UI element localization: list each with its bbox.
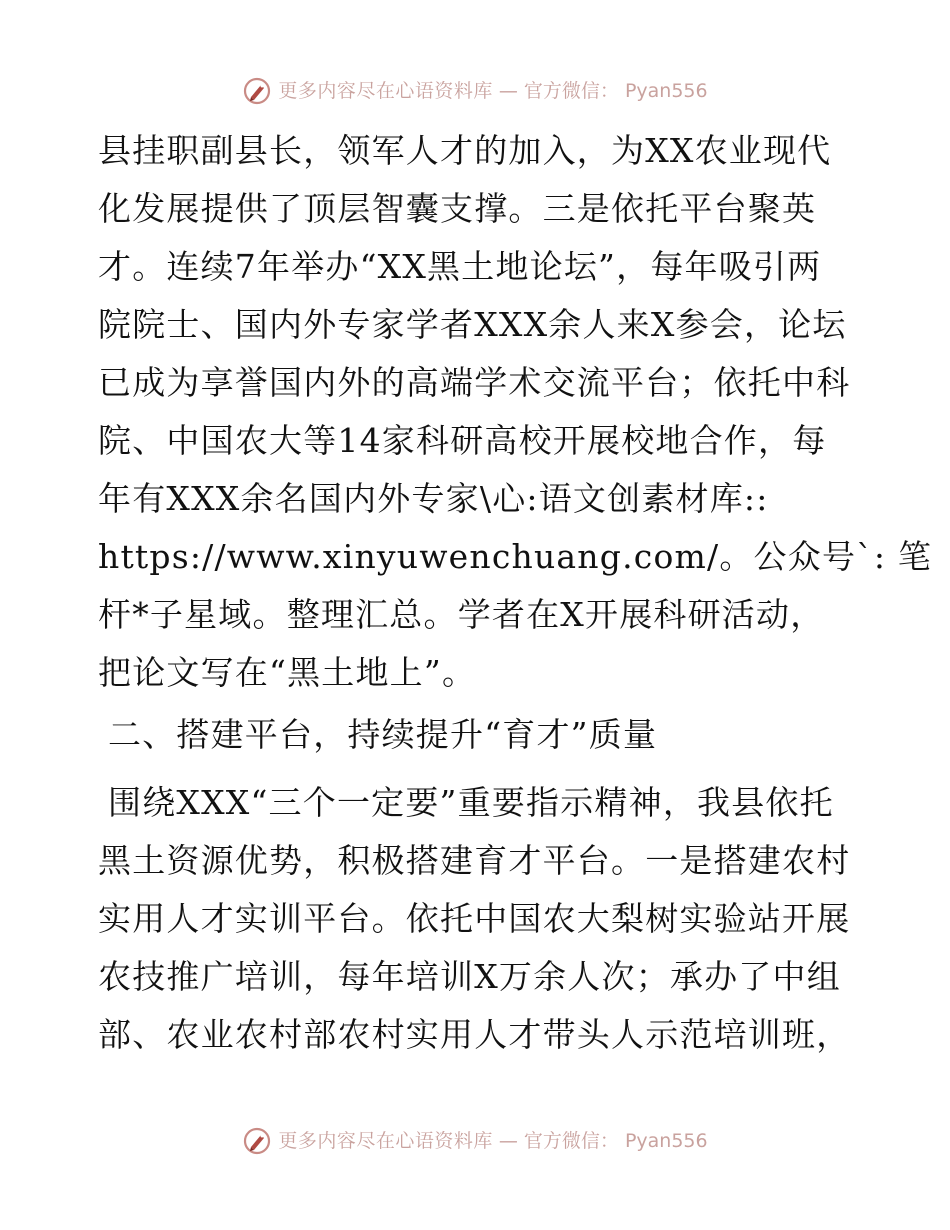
watermark-id: Pyan556	[624, 1130, 708, 1152]
watermark-separator: —	[498, 1130, 518, 1152]
text-line: 围绕XXX“三个一定要”重要指示精神，我县依托	[108, 783, 834, 822]
watermark-label: 官方微信：	[523, 80, 619, 102]
document-body	[98, 122, 933, 1064]
text-line: https://www.xinyuwenchuang.com/。公众号`: 笔	[98, 537, 933, 576]
text-line: 部、农业农村部农村实用人才带头人示范培训班，	[98, 1015, 851, 1054]
text-line: 化发展提供了顶层智囊支撑。三是依托平台聚英	[98, 189, 817, 228]
text-line: 把论文写在“黑土地上”。	[98, 653, 477, 692]
watermark-id: Pyan556	[624, 80, 708, 102]
section-heading: 二、搭建平台，持续提升“育才”质量	[108, 715, 658, 754]
paragraph-2	[98, 774, 858, 1064]
text-line: 实用人才实训平台。依托中国农大梨树实验站开展	[98, 899, 851, 938]
pen-logo-icon	[242, 1126, 272, 1156]
watermark-footer	[0, 1126, 950, 1156]
pen-logo-icon	[242, 76, 272, 106]
paragraph-1	[98, 122, 933, 702]
watermark-brand: 更多内容尽在心语资料库	[278, 1130, 493, 1152]
text-line: 年有XXX余名国内外专家\心:语文创素材库::	[98, 479, 769, 518]
text-line: 黑土资源优势，积极搭建育才平台。一是搭建农村	[98, 841, 851, 880]
watermark-label: 官方微信：	[523, 1130, 619, 1152]
watermark-header	[0, 76, 950, 106]
watermark-separator: —	[498, 80, 518, 102]
watermark-brand: 更多内容尽在心语资料库	[278, 80, 493, 102]
text-line: 县挂职副县长，领军人才的加入，为XX农业现代	[98, 131, 832, 170]
text-line: 已成为享誉国内外的高端学术交流平台；依托中科	[98, 363, 851, 402]
text-line: 农技推广培训，每年培训X万余人次；承办了中组	[98, 957, 841, 996]
text-line: 杆*子星域。整理汇总。学者在X开展科研活动，	[98, 595, 825, 634]
text-line: 院、中国农大等14家科研高校开展校地合作，每	[98, 421, 827, 460]
text-line: 院院士、国内外专家学者XXX余人来X参会，论坛	[98, 305, 847, 344]
text-line: 才。连续7年举办“XX黑土地论坛”，每年吸引两	[98, 247, 822, 286]
